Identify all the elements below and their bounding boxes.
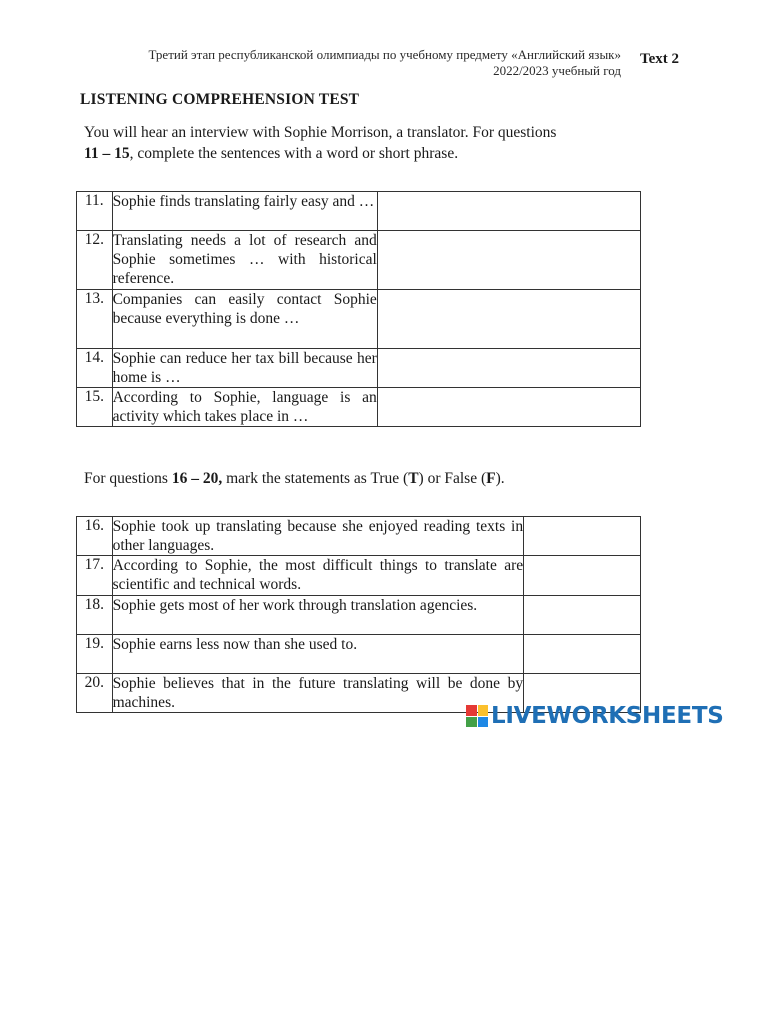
question-row: [77, 192, 641, 231]
question-text: Sophie finds translating fairly easy and …: [112, 192, 377, 231]
question-row: [77, 596, 641, 635]
true-false-instructions: [84, 470, 505, 488]
question-number: 15.: [77, 388, 113, 427]
question-number: 17.: [77, 556, 113, 596]
answer-cell[interactable]: [524, 517, 641, 556]
question-number: 20.: [77, 674, 113, 713]
question-text: According to Sophie, language is an activity which takes place in …: [112, 389, 377, 425]
question-number: 18.: [77, 596, 113, 635]
liveworksheets-text: LIVEWORKSHEETS: [491, 703, 724, 729]
logo-square: [478, 717, 489, 728]
header-line-1: Третий этап республиканской олимпиады по учебному предмету «Английский язык»: [148, 47, 621, 62]
answer-cell[interactable]: [377, 231, 640, 290]
question-row: [77, 349, 641, 388]
section-title: LISTENING COMPREHENSION TEST: [80, 91, 360, 108]
question-row: [77, 290, 641, 349]
intro-question-range: 11 – 15: [84, 145, 130, 162]
instr2-false-mark: F: [486, 470, 496, 487]
question-row: [77, 556, 641, 596]
instr2-true-mark: T: [408, 470, 419, 487]
question-row: [77, 388, 641, 427]
liveworksheets-icon: [466, 705, 488, 727]
intro-part-2: , complete the sentences with a word or short phrase.: [129, 145, 459, 162]
answer-cell[interactable]: [524, 556, 641, 596]
question-text: Translating needs a lot of research and Sophie sometimes … with historical reference.: [112, 231, 377, 290]
instr2-text-2: mark the statements as True (: [222, 470, 409, 487]
instr2-question-range: 16 – 20,: [171, 470, 223, 487]
question-text: According to Sophie, the most difficult things to translate are scientific and technical words.: [112, 556, 524, 596]
instr2-text-3: ) or False (: [418, 470, 487, 487]
liveworksheets-logo: [466, 701, 723, 731]
logo-square: [466, 705, 477, 716]
question-text: Sophie gets most of her work through translation agencies.: [112, 596, 524, 635]
intro-part-1: You will hear an interview with Sophie Morrison, a translator. For questions: [84, 124, 557, 141]
question-row: [77, 231, 641, 290]
question-number: 11.: [77, 192, 113, 231]
true-false-table: [76, 516, 641, 713]
question-number: 16.: [77, 517, 113, 556]
answer-cell[interactable]: [377, 290, 640, 349]
instr2-text-4: ).: [495, 470, 505, 487]
question-text: Companies can easily contact Sophie because everything is done …: [112, 290, 377, 349]
question-number: 12.: [77, 231, 113, 290]
answer-cell[interactable]: [377, 192, 640, 231]
instr2-text-1: For questions: [84, 470, 172, 487]
question-number: 13.: [77, 290, 113, 349]
text-number-label: Text 2: [640, 51, 680, 67]
header-line-2: 2022/2023 учебный год: [493, 63, 621, 78]
question-text: Sophie earns less now than she used to.: [112, 635, 524, 674]
answer-cell[interactable]: [377, 349, 640, 388]
question-row: [77, 635, 641, 674]
sentence-completion-table: [76, 191, 641, 427]
answer-cell[interactable]: [377, 388, 640, 427]
question-number: 19.: [77, 635, 113, 674]
intro-instructions: [84, 122, 644, 164]
question-number: 14.: [77, 349, 113, 388]
question-text: Sophie believes that in the future translating will be done by machines.: [112, 675, 524, 711]
logo-square: [478, 705, 489, 716]
olympiad-header: [56, 47, 621, 79]
answer-cell[interactable]: [524, 635, 641, 674]
question-row: [77, 517, 641, 556]
question-text: Sophie can reduce her tax bill because her home is …: [112, 350, 377, 386]
answer-cell[interactable]: [524, 596, 641, 635]
logo-square: [466, 717, 477, 728]
question-text: Sophie took up translating because she enjoyed reading texts in other languages.: [112, 518, 524, 554]
